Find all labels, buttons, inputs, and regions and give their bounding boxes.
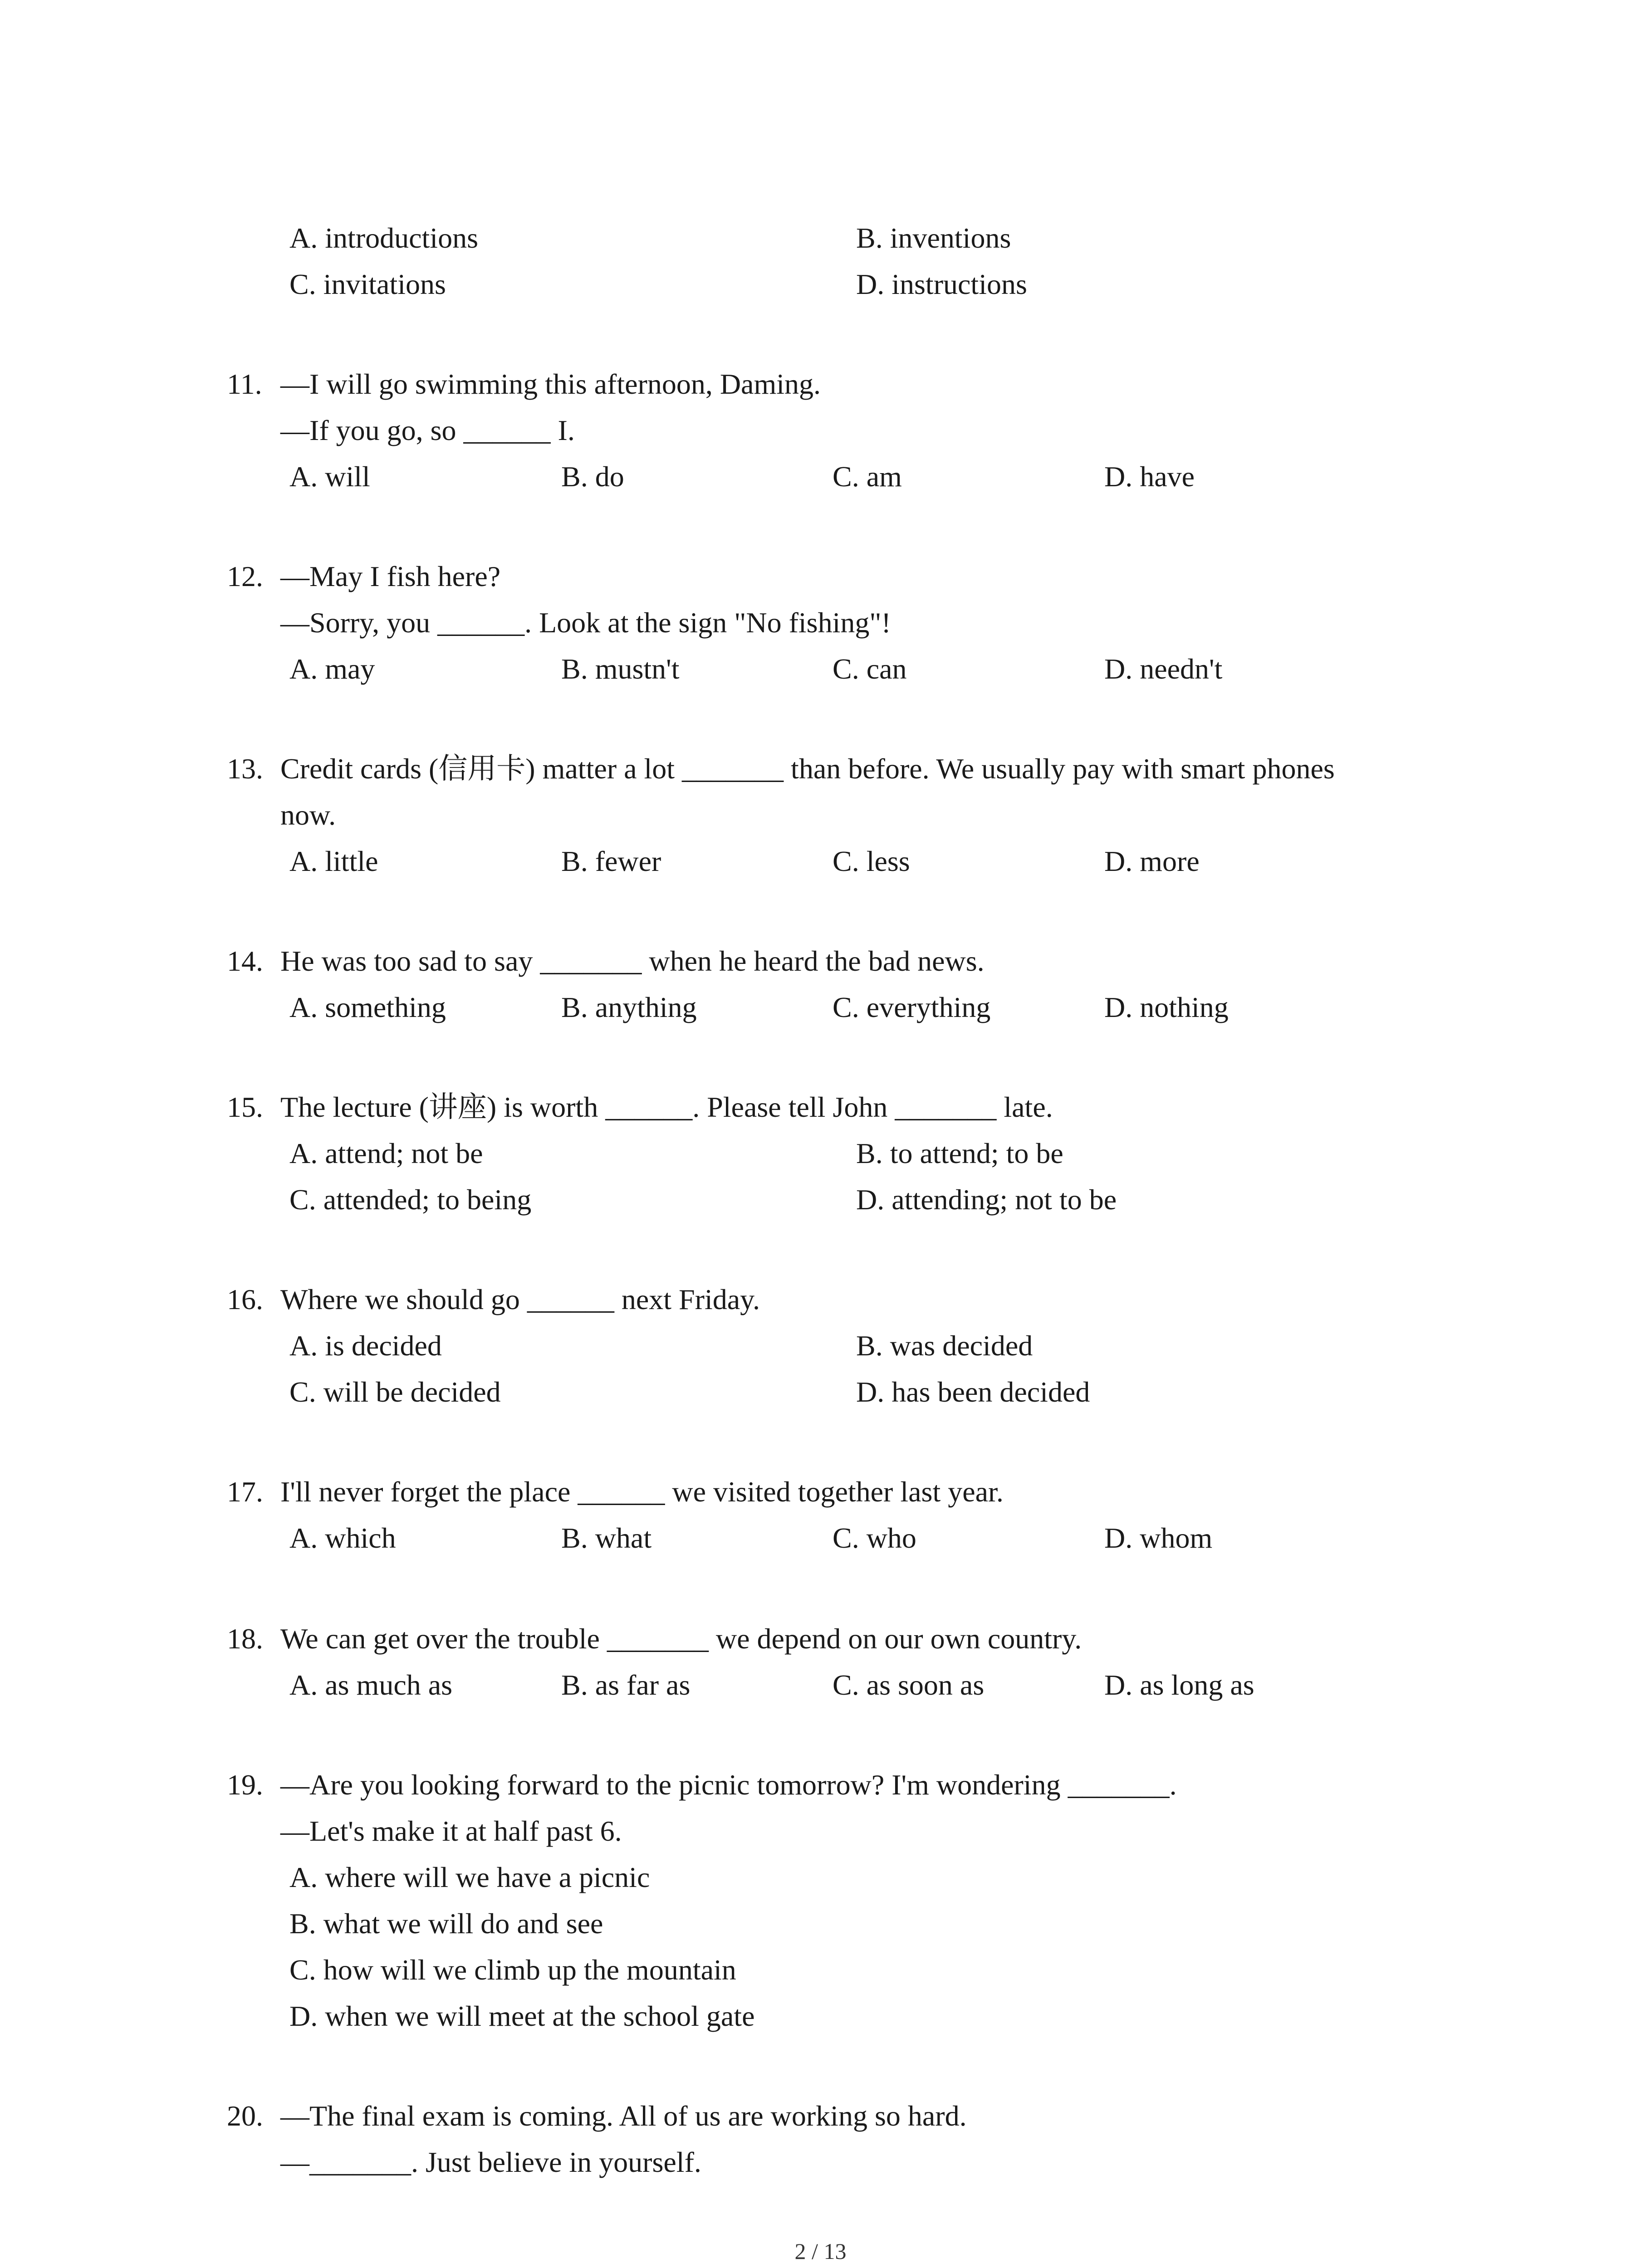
option-d: D. needn't (1104, 653, 1223, 685)
option-c: C. will be decided (289, 1376, 501, 1408)
option-a: A. attend; not be (289, 1137, 483, 1169)
option-a: A. little (289, 845, 378, 877)
option-d: D. has been decided (856, 1376, 1090, 1408)
option-a: A. which (289, 1522, 396, 1554)
question-stem-line: —The final exam is coming. All of us are working so hard. (280, 2100, 967, 2132)
option-d: D. attending; not to be (856, 1183, 1117, 1216)
option-c: C. can (833, 653, 907, 685)
option-a: A. will (289, 460, 370, 493)
question-number: 18. (227, 1623, 263, 1655)
question-stem-line: We can get over the trouble _______ we depend on our own country. (280, 1623, 1082, 1655)
option-b: B. anything (561, 991, 697, 1023)
option-b: B. what we will do and see (289, 1907, 603, 1940)
question-stem-line: —Sorry, you ______. Look at the sign "No fishing"! (280, 606, 891, 639)
question-number: 17. (227, 1476, 263, 1508)
option-a: A. something (289, 991, 446, 1023)
question-stem-line: —Are you looking forward to the picnic tomorrow? I'm wondering _______. (280, 1769, 1177, 1801)
option-c: C. attended; to being (289, 1183, 532, 1216)
question-stem-line: —_______. Just believe in yourself. (280, 2146, 701, 2178)
option-a: A. as much as (289, 1669, 453, 1701)
question-stem-line: I'll never forget the place ______ we visited together last year. (280, 1476, 1004, 1508)
option-b: B. what (561, 1522, 652, 1554)
question-stem-line: —If you go, so ______ I. (280, 414, 575, 446)
question-number: 15. (227, 1091, 263, 1123)
question-stem-line: now. (280, 799, 336, 831)
question-stem-line: —I will go swimming this afternoon, Daming. (280, 368, 821, 400)
q10-option-b: B. inventions (856, 222, 1011, 254)
option-b: B. to attend; to be (856, 1137, 1063, 1169)
page-number: 2 / 13 (794, 2239, 847, 2264)
option-c: C. everything (833, 991, 991, 1023)
option-c: C. am (833, 460, 902, 493)
question-stem-line: Credit cards (信用卡) matter a lot _______ than before. We usually pay with smart phones (280, 753, 1335, 785)
option-d: D. have (1104, 460, 1195, 493)
option-b: B. do (561, 460, 624, 493)
question-stem-line: Where we should go ______ next Friday. (280, 1283, 760, 1315)
option-c: C. as soon as (833, 1669, 985, 1701)
option-a: A. where will we have a picnic (289, 1861, 650, 1893)
option-d: D. more (1104, 845, 1200, 877)
q10-option-d: D. instructions (856, 268, 1027, 300)
option-c: C. who (833, 1522, 916, 1554)
question-number: 14. (227, 945, 263, 977)
option-d: D. whom (1104, 1522, 1213, 1554)
option-a: A. may (289, 653, 375, 685)
option-c: C. less (833, 845, 910, 877)
question-number: 13. (227, 753, 263, 785)
question-stem-line: He was too sad to say _______ when he heard the bad news. (280, 945, 985, 977)
question-stem-line: —Let's make it at half past 6. (280, 1815, 622, 1847)
question-stem-line: The lecture (讲座) is worth ______. Please tell John _______ late. (280, 1091, 1053, 1123)
option-b: B. mustn't (561, 653, 680, 685)
question-number: 12. (227, 560, 263, 592)
option-d: D. as long as (1104, 1669, 1254, 1701)
option-c: C. how will we climb up the mountain (289, 1954, 736, 1986)
question-stem-line: —May I fish here? (280, 560, 501, 592)
question-number: 16. (227, 1283, 263, 1315)
option-b: B. fewer (561, 845, 661, 877)
question-number: 20. (227, 2100, 263, 2132)
question-number: 11. (227, 368, 262, 400)
q10-option-c: C. invitations (289, 268, 446, 300)
q10-option-a: A. introductions (289, 222, 478, 254)
option-d: D. when we will meet at the school gate (289, 2000, 755, 2032)
option-a: A. is decided (289, 1330, 442, 1362)
option-b: B. was decided (856, 1330, 1033, 1362)
question-number: 19. (227, 1769, 263, 1801)
option-b: B. as far as (561, 1669, 691, 1701)
option-d: D. nothing (1104, 991, 1229, 1023)
